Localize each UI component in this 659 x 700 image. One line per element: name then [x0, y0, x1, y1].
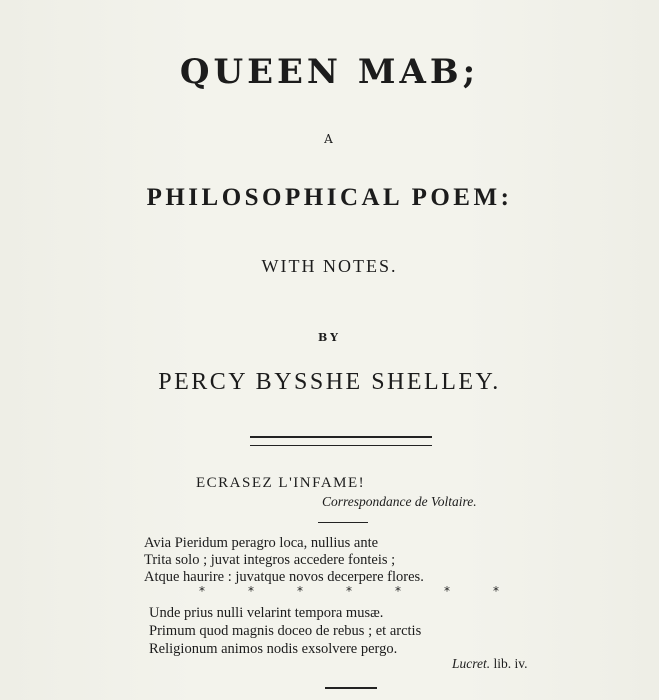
- asterisk: *: [248, 584, 254, 598]
- article-a: A: [324, 132, 335, 146]
- by-line: BY: [318, 331, 341, 344]
- verse-line: Religionum animos nodis exsolvere pergo.: [149, 641, 398, 657]
- book-subtitle: PHILOSOPHICAL POEM:: [146, 184, 513, 211]
- asterisk: *: [395, 584, 401, 598]
- with-notes-line: WITH NOTES.: [261, 256, 398, 276]
- short-rule-divider: [318, 522, 368, 523]
- verse-line: Trita solo ; juvat integros accedere fonteis ;: [144, 552, 396, 568]
- double-rule-divider: [250, 436, 432, 446]
- asterisk: *: [199, 584, 205, 598]
- book-title: QUEEN MAB;: [179, 52, 480, 92]
- verse-line: Avia Pieridum peragro loca, nullius ante: [144, 535, 379, 551]
- author-name: PERCY BYSSHE SHELLEY.: [158, 369, 501, 395]
- asterisk: *: [346, 584, 352, 598]
- verse-source-author: Lucret.: [452, 656, 491, 671]
- asterisk: *: [297, 584, 303, 598]
- asterisk: *: [493, 584, 499, 598]
- verse-line: Atque haurire : juvatque novos decerpere flores.: [144, 569, 424, 585]
- asterisk: *: [444, 584, 450, 598]
- epigraph-quote: ECRASEZ L'INFAME!: [196, 475, 366, 491]
- verse-line: Primum quod magnis doceo de rebus ; et arctis: [149, 623, 422, 639]
- bottom-rule-divider: [325, 687, 377, 689]
- epigraph-source: Correspondance de Voltaire.: [322, 494, 477, 509]
- verse-source-book: lib. iv.: [493, 656, 528, 671]
- verse-source: [452, 656, 528, 672]
- asterisk-row: [199, 584, 542, 598]
- verse-line: Unde prius nulli velarint tempora musæ.: [149, 605, 384, 621]
